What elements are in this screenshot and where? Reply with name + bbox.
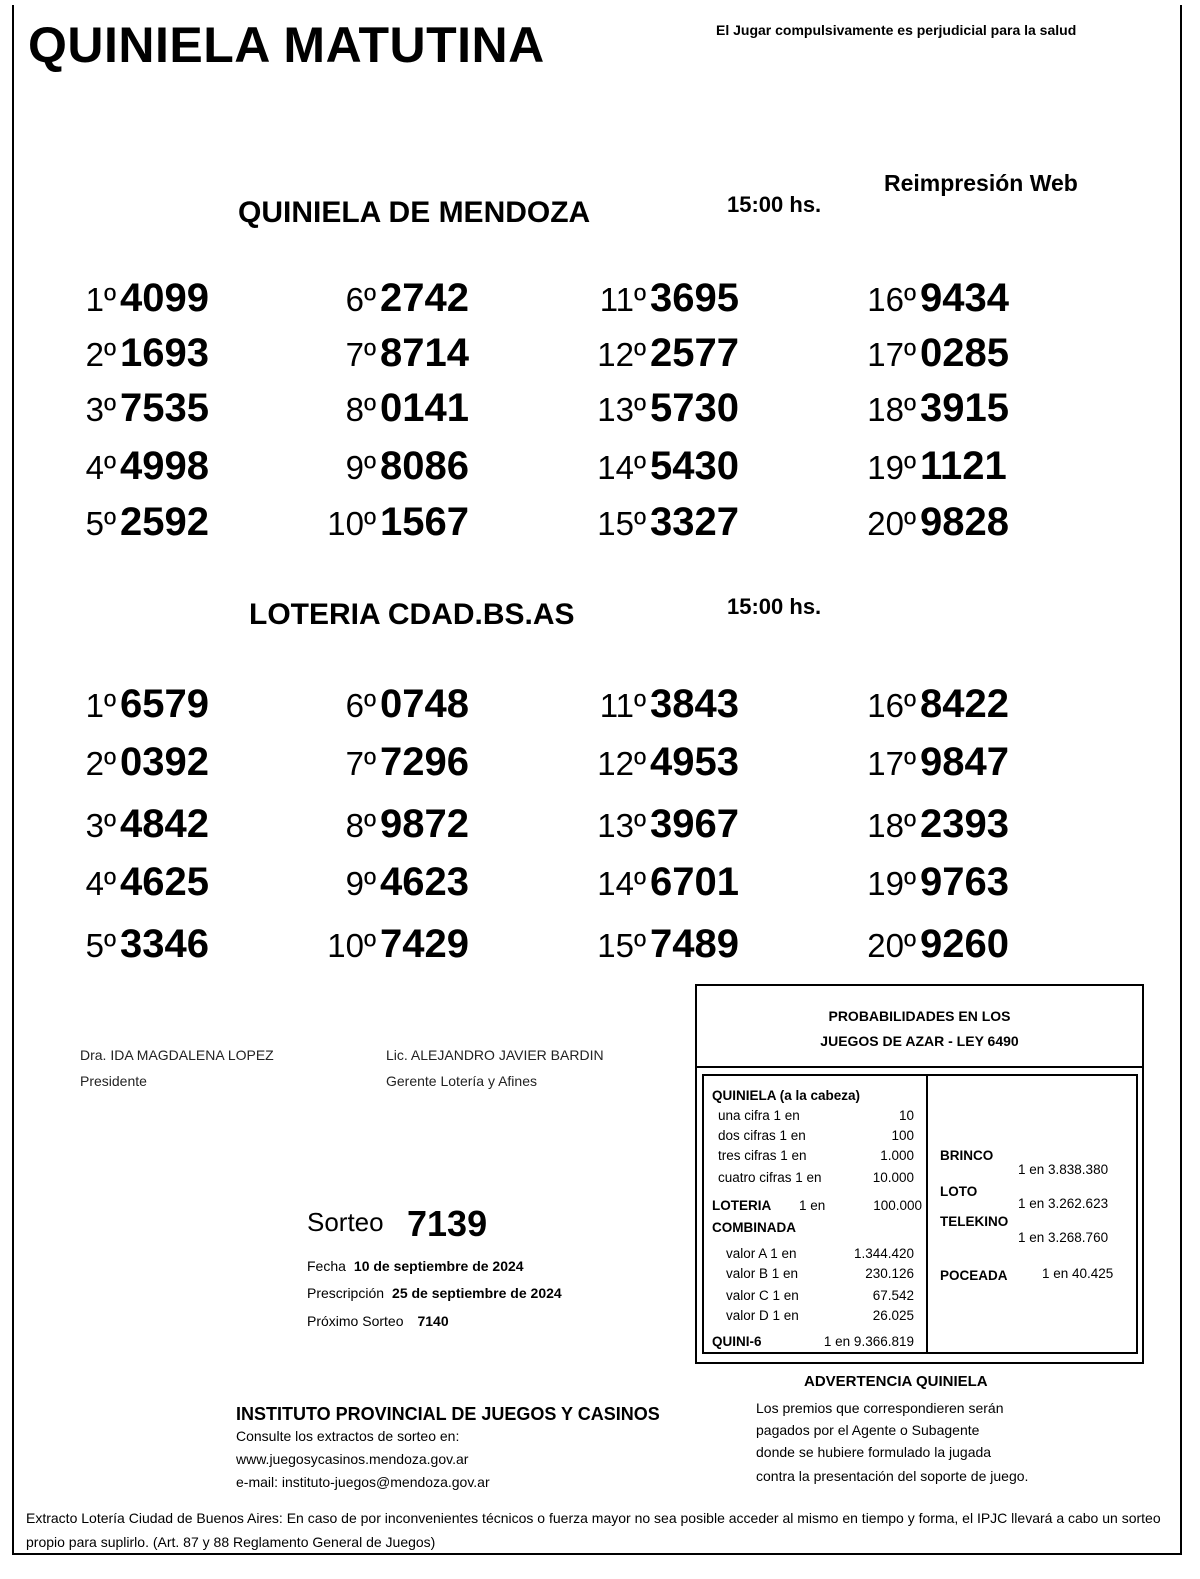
- result-number: 4625: [120, 860, 209, 904]
- result-number: 1121: [920, 444, 1007, 488]
- result-position: 10º: [327, 505, 376, 542]
- result-number: 4953: [650, 740, 739, 784]
- result-item: [60, 331, 209, 376]
- prob-value: 1.344.420: [853, 1246, 914, 1261]
- result-number: 3843: [650, 682, 739, 726]
- result-position: 7º: [345, 336, 376, 373]
- result-number: 4998: [120, 444, 209, 488]
- prob-label: una cifra 1 en: [718, 1108, 800, 1123]
- result-number: 2393: [920, 802, 1009, 846]
- result-item: [590, 922, 739, 967]
- result-number: 8714: [380, 331, 469, 375]
- signature-name: Dra. IDA MAGDALENA LOPEZ: [80, 1047, 274, 1063]
- result-number: 3695: [650, 276, 739, 320]
- prob-label: valor B 1 en: [726, 1266, 799, 1281]
- result-number: 0392: [120, 740, 209, 784]
- page-title: QUINIELA MATUTINA: [28, 17, 545, 73]
- next-draw-value: 7140: [417, 1313, 449, 1329]
- advertencia-title: ADVERTENCIA QUINIELA: [804, 1373, 988, 1390]
- result-item: [320, 860, 469, 905]
- result-item: [590, 331, 739, 376]
- result-item: [320, 740, 469, 785]
- ciudad-time: 15:00 hs.: [727, 594, 822, 619]
- result-number: 3346: [120, 922, 209, 966]
- result-position: 4º: [85, 865, 116, 902]
- result-number: 4099: [120, 276, 209, 320]
- prescription-value: 25 de septiembre de 2024: [392, 1285, 562, 1301]
- result-item: [60, 386, 209, 431]
- result-position: 14º: [597, 449, 646, 486]
- result-number: 9847: [920, 740, 1009, 784]
- probabilities-header: [697, 986, 1142, 1068]
- result-item: [590, 740, 739, 785]
- draw-date: [307, 1258, 524, 1274]
- result-item: [860, 276, 1009, 321]
- health-warning: El Jugar compulsivamente es perjudicial para la salud: [716, 22, 1077, 38]
- result-position: 17º: [867, 336, 916, 373]
- prob-label: cuatro cifras 1 en: [718, 1170, 822, 1185]
- result-position: 8º: [345, 807, 376, 844]
- result-position: 12º: [597, 745, 646, 782]
- result-position: 9º: [345, 449, 376, 486]
- result-number: 9763: [920, 860, 1009, 904]
- signature-manager: [386, 1042, 604, 1094]
- result-position: 3º: [85, 807, 116, 844]
- result-position: 17º: [867, 745, 916, 782]
- result-number: 3915: [920, 386, 1009, 430]
- result-item: [860, 922, 1009, 967]
- draw-label: Sorteo: [307, 1207, 384, 1237]
- prob-label: valor C 1 en: [726, 1288, 799, 1303]
- result-number: 9434: [920, 276, 1009, 320]
- reprint-label: Reimpresión Web: [884, 170, 1078, 196]
- institute-title: INSTITUTO PROVINCIAL DE JUEGOS Y CASINOS: [236, 1404, 660, 1424]
- result-item: [60, 444, 209, 489]
- prob-value: 1.000: [880, 1148, 914, 1163]
- result-item: [590, 386, 739, 431]
- signature-role: Presidente: [80, 1073, 147, 1089]
- result-number: 8086: [380, 444, 469, 488]
- quini6-value: 1 en 9.366.819: [823, 1334, 914, 1349]
- result-item: [320, 444, 469, 489]
- result-position: 5º: [85, 927, 116, 964]
- quini6-label: QUINI-6: [712, 1334, 762, 1349]
- result-number: 3327: [650, 500, 739, 544]
- result-position: 8º: [345, 391, 376, 428]
- result-item: [590, 276, 739, 321]
- result-item: [590, 444, 739, 489]
- result-item: [320, 802, 469, 847]
- result-item: [860, 802, 1009, 847]
- telekino-label: TELEKINO: [940, 1214, 1009, 1229]
- draw-number: 7139: [407, 1203, 488, 1244]
- prob-value: 10: [898, 1108, 914, 1123]
- result-item: [60, 682, 209, 727]
- result-number: 0285: [920, 331, 1009, 375]
- result-position: 2º: [85, 745, 116, 782]
- mendoza-title: QUINIELA DE MENDOZA: [238, 196, 591, 229]
- advertencia-line: Los premios que correspondieren serán: [756, 1400, 1004, 1416]
- result-item: [860, 860, 1009, 905]
- result-position: 18º: [867, 391, 916, 428]
- advertencia-line: contra la presentación del soporte de juego.: [756, 1468, 1029, 1484]
- result-number: 1567: [380, 500, 469, 544]
- result-position: 16º: [867, 687, 916, 724]
- result-item: [860, 386, 1009, 431]
- advertencia-line: donde se hubiere formulado la jugada: [756, 1444, 992, 1460]
- result-position: 2º: [85, 336, 116, 373]
- result-item: [320, 922, 469, 967]
- result-item: [60, 276, 209, 321]
- result-item: [590, 802, 739, 847]
- result-number: 7489: [650, 922, 739, 966]
- advertencia-line: pagados por el Agente o Subagente: [756, 1422, 980, 1438]
- prob-label: valor D 1 en: [726, 1308, 799, 1323]
- result-item: [590, 682, 739, 727]
- result-item: [60, 802, 209, 847]
- result-position: 20º: [867, 505, 916, 542]
- result-number: 7535: [120, 386, 209, 430]
- result-position: 12º: [597, 336, 646, 373]
- result-number: 9872: [380, 802, 469, 846]
- result-position: 15º: [597, 505, 646, 542]
- result-item: [60, 500, 209, 545]
- result-number: 0141: [380, 386, 469, 430]
- result-position: 11º: [599, 687, 646, 724]
- result-item: [320, 500, 469, 545]
- result-position: 14º: [597, 865, 646, 902]
- result-item: [590, 500, 739, 545]
- result-number: 7429: [380, 922, 469, 966]
- result-item: [590, 860, 739, 905]
- poceada-value: 1 en 40.425: [1042, 1266, 1114, 1281]
- draw-prescription: [307, 1285, 562, 1301]
- result-position: 1º: [85, 281, 116, 318]
- brinco-label: BRINCO: [940, 1148, 994, 1163]
- result-number: 9260: [920, 922, 1009, 966]
- probabilities-box: [695, 984, 1144, 1364]
- probabilities-title-1: PROBABILIDADES EN LOS: [828, 1008, 1011, 1024]
- signature-role: Gerente Lotería y Afines: [386, 1073, 537, 1089]
- result-item: [860, 500, 1009, 545]
- result-position: 6º: [345, 687, 376, 724]
- result-position: 13º: [597, 807, 646, 844]
- result-position: 18º: [867, 807, 916, 844]
- prob-label: tres cifras 1 en: [718, 1148, 807, 1163]
- loteria-prob-value: 100.000: [873, 1198, 922, 1213]
- result-position: 19º: [867, 449, 916, 486]
- result-item: [860, 444, 1007, 489]
- loto-label: LOTO: [940, 1184, 978, 1199]
- date-label: Fecha: [307, 1258, 346, 1274]
- result-position: 9º: [345, 865, 376, 902]
- result-item: [320, 682, 469, 727]
- brinco-value: 1 en 3.838.380: [1018, 1162, 1109, 1177]
- result-position: 5º: [85, 505, 116, 542]
- result-number: 2592: [120, 500, 209, 544]
- result-number: 9828: [920, 500, 1009, 544]
- result-position: 20º: [867, 927, 916, 964]
- prob-value: 10.000: [872, 1170, 914, 1185]
- result-position: 7º: [345, 745, 376, 782]
- loteria-prob-en: 1 en: [799, 1198, 826, 1213]
- prob-value: 26.025: [872, 1308, 914, 1323]
- result-number: 1693: [120, 331, 209, 375]
- prob-value: 67.542: [872, 1288, 914, 1303]
- prescription-label: Prescripción: [307, 1285, 385, 1301]
- telekino-value: 1 en 3.268.760: [1018, 1230, 1109, 1245]
- prob-label: dos cifras 1 en: [718, 1128, 806, 1143]
- ciudad-title: LOTERIA CDAD.BS.AS: [249, 598, 575, 631]
- result-number: 4623: [380, 860, 469, 904]
- result-number: 6579: [120, 682, 209, 726]
- result-position: 3º: [85, 391, 116, 428]
- result-number: 8422: [920, 682, 1009, 726]
- result-position: 15º: [597, 927, 646, 964]
- result-number: 5430: [650, 444, 739, 488]
- result-position: 10º: [327, 927, 376, 964]
- result-item: [320, 386, 469, 431]
- result-position: 13º: [597, 391, 646, 428]
- result-position: 1º: [85, 687, 116, 724]
- prob-value: 100: [891, 1128, 914, 1143]
- result-item: [860, 740, 1009, 785]
- result-item: [860, 682, 1009, 727]
- loteria-prob-label: LOTERIA: [712, 1198, 772, 1213]
- date-value: 10 de septiembre de 2024: [353, 1258, 524, 1274]
- result-item: [320, 331, 469, 376]
- result-number: 0748: [380, 682, 469, 726]
- next-draw: [307, 1313, 449, 1329]
- institute-info: Consulte los extractos de sorteo en:: [236, 1428, 460, 1444]
- result-number: 7296: [380, 740, 469, 784]
- result-item: [60, 860, 209, 905]
- signature-president: [80, 1042, 274, 1094]
- result-number: 3967: [650, 802, 739, 846]
- result-item: [60, 740, 209, 785]
- result-item: [60, 922, 209, 967]
- combinada-title: COMBINADA: [712, 1220, 796, 1235]
- prob-value: 230.126: [865, 1266, 914, 1281]
- loto-value: 1 en 3.262.623: [1018, 1196, 1109, 1211]
- result-position: 19º: [867, 865, 916, 902]
- signature-name: Lic. ALEJANDRO JAVIER BARDIN: [386, 1047, 604, 1063]
- institute-website: www.juegosycasinos.mendoza.gov.ar: [236, 1451, 469, 1467]
- poceada-label: POCEADA: [940, 1268, 1008, 1283]
- result-number: 6701: [650, 860, 739, 904]
- result-number: 2742: [380, 276, 469, 320]
- probabilities-table: [702, 1074, 1138, 1354]
- result-number: 5730: [650, 386, 739, 430]
- result-position: 4º: [85, 449, 116, 486]
- column-divider: [926, 1076, 928, 1352]
- result-position: 16º: [867, 281, 916, 318]
- result-position: 11º: [599, 281, 646, 318]
- institute-email: e-mail: instituto-juegos@mendoza.gov.ar: [236, 1474, 490, 1490]
- result-number: 4842: [120, 802, 209, 846]
- probabilities-title-2: JUEGOS DE AZAR - LEY 6490: [820, 1033, 1019, 1049]
- result-position: 6º: [345, 281, 376, 318]
- result-item: [860, 331, 1009, 376]
- next-draw-label: Próximo Sorteo: [307, 1313, 404, 1329]
- result-number: 2577: [650, 331, 739, 375]
- result-item: [320, 276, 469, 321]
- footer-note: Extracto Lotería Ciudad de Buenos Aires: En caso de por inconvenientes técnicos o fuerza mayor no sea posible acceder al mismo en tiempo y forma, el IPJC llevará a cabo un sorteo propio para suplirlo. (Art. 87 y 88 Reglamento General de Juegos): [26, 1510, 1161, 1550]
- quiniela-prob-title: QUINIELA (a la cabeza): [712, 1088, 861, 1103]
- mendoza-time: 15:00 hs.: [727, 192, 822, 217]
- prob-label: valor A 1 en: [726, 1246, 797, 1261]
